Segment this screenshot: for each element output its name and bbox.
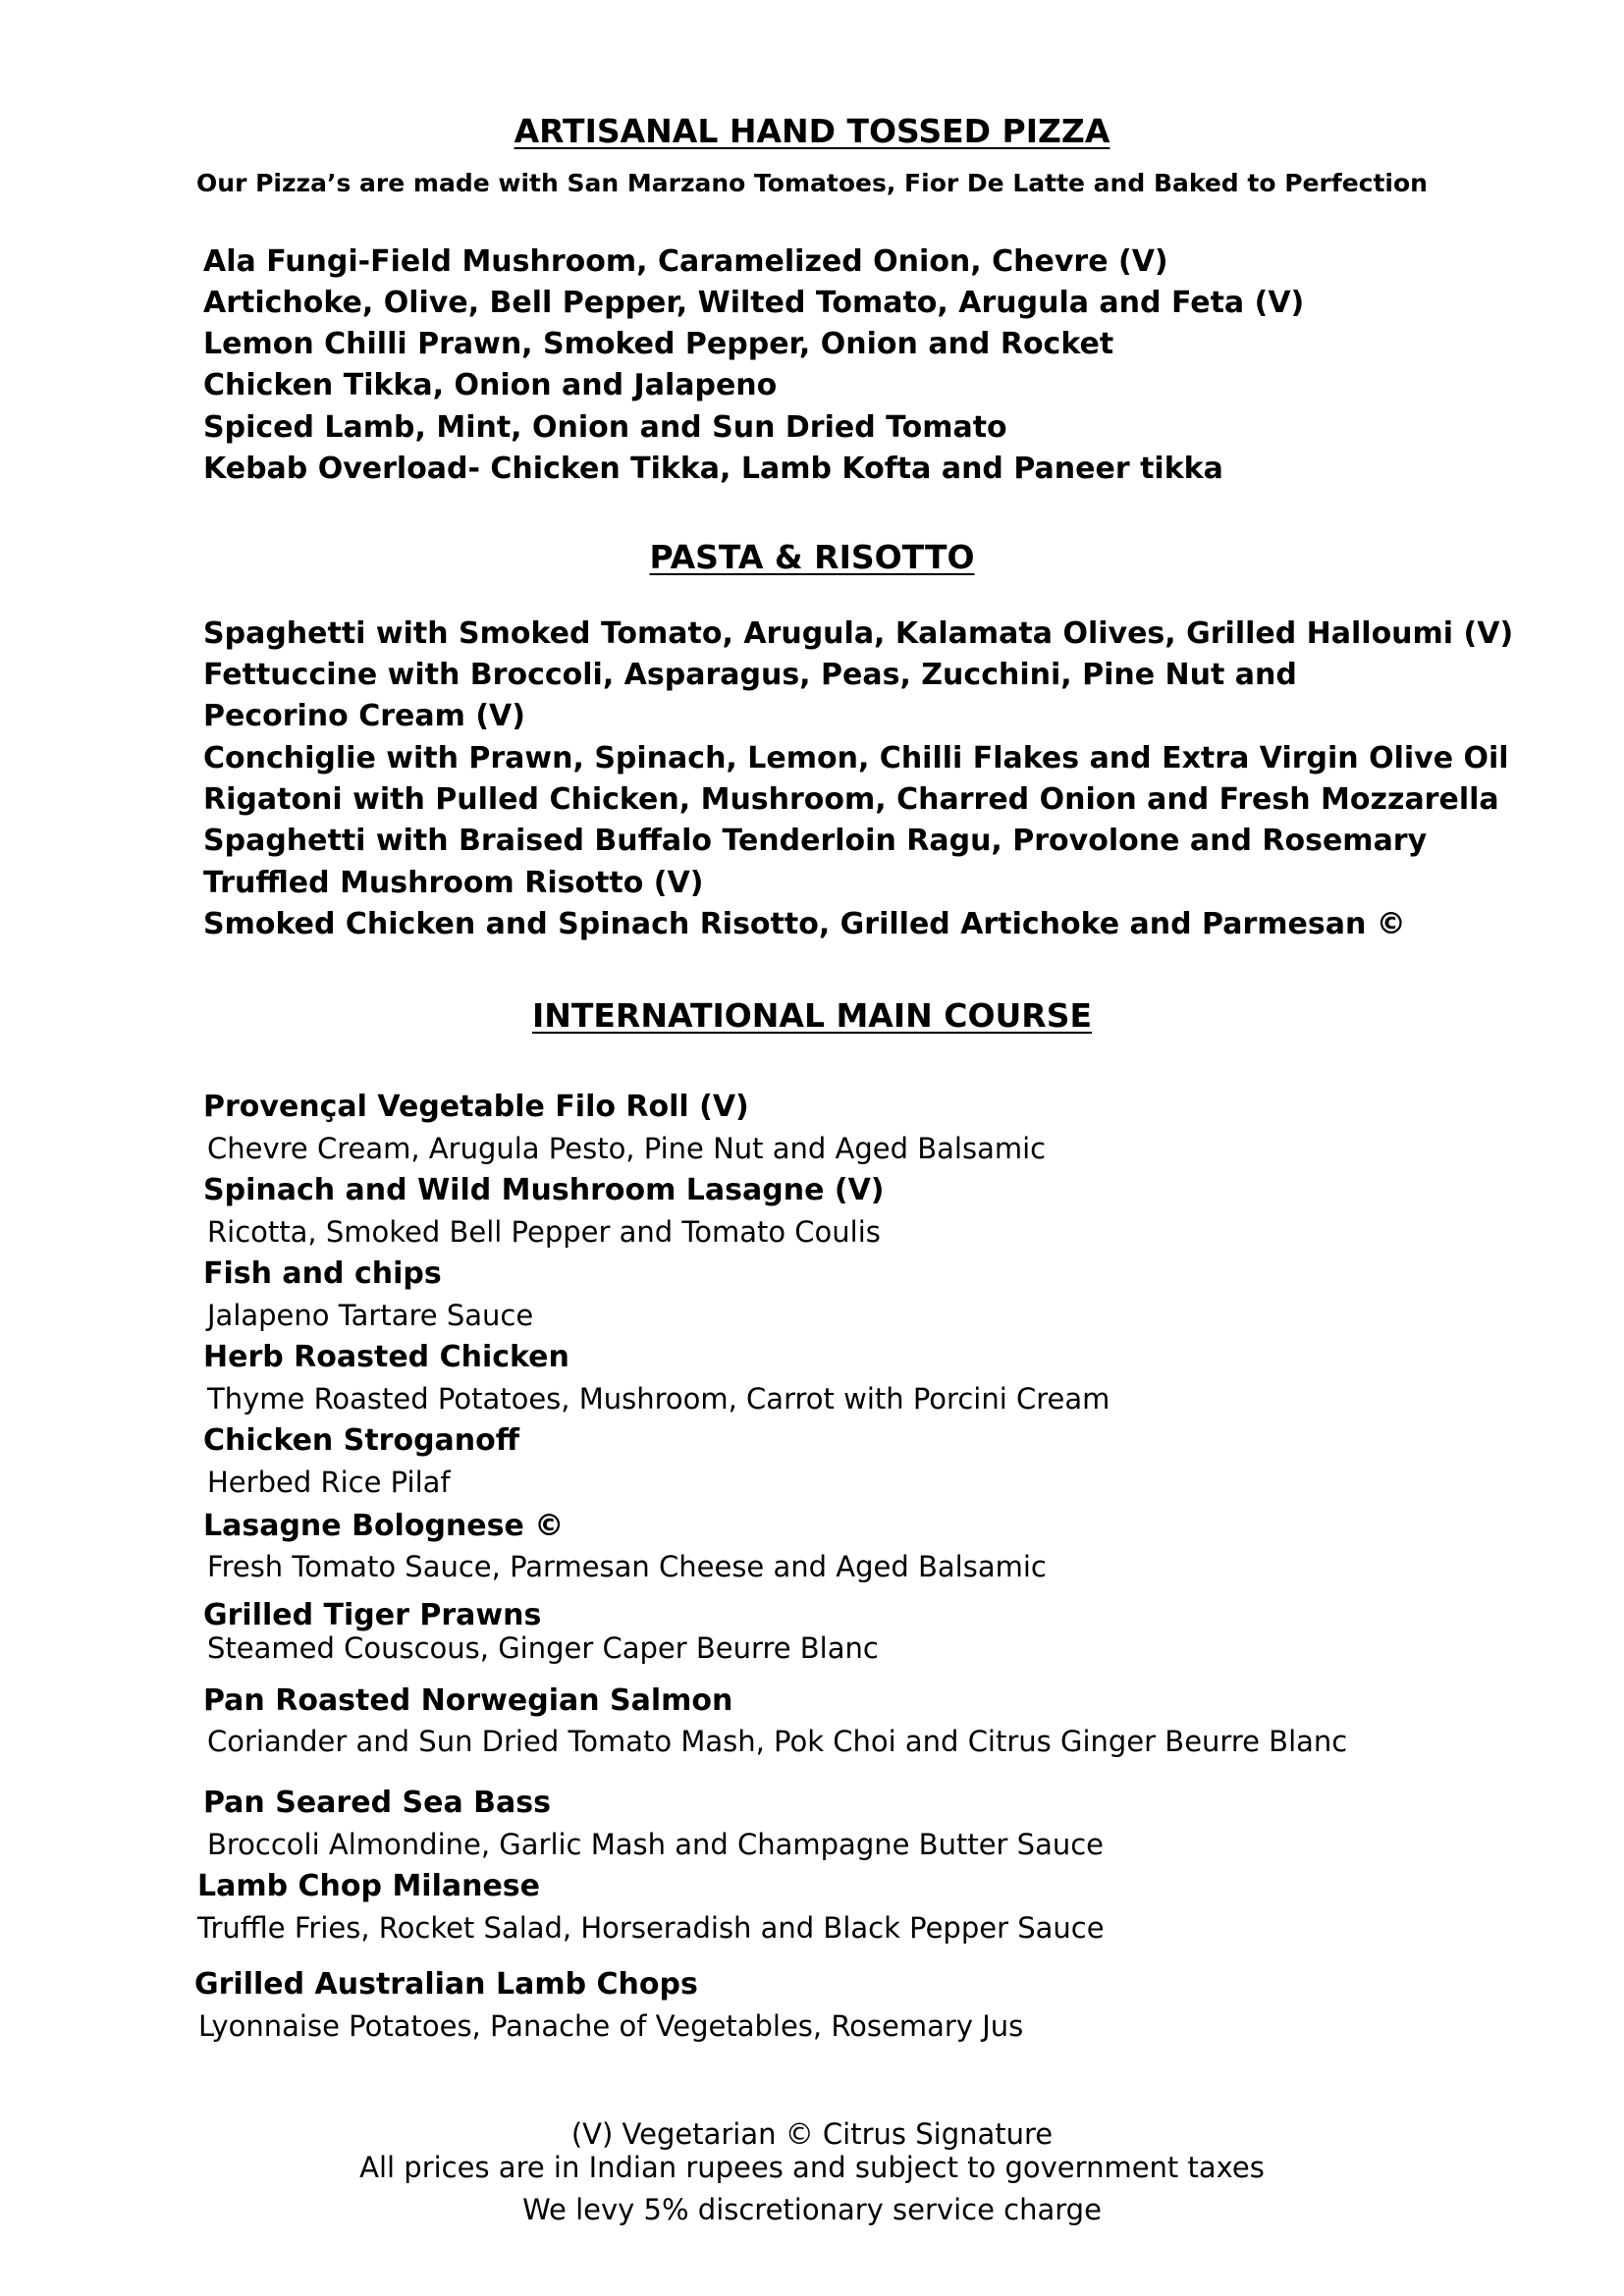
pasta-section-title: PASTA & RISOTTO (649, 538, 975, 576)
main-item-description: Ricotta, Smoked Bell Pepper and Tomato Coulis (207, 1215, 881, 1249)
legend-note: (V) Vegetarian © Citrus Signature (570, 2117, 1054, 2151)
main-item-description: Coriander and Sun Dried Tomato Mash, Pok Choi and Citrus Ginger Beurre Blanc (207, 1725, 1348, 1758)
main-item-description: Fresh Tomato Sauce, Parmesan Cheese and Aged Balsamic (207, 1550, 1047, 1583)
main-item-description: Lyonnaise Potatoes, Panache of Vegetables, Rosemary Jus (198, 2009, 1024, 2043)
main-item-description: Jalapeno Tartare Sauce (207, 1299, 534, 1332)
pasta-item: Smoked Chicken and Spinach Risotto, Grilled Artichoke and Parmesan © (203, 907, 1406, 941)
main-item-description: Steamed Couscous, Ginger Caper Beurre Blanc (207, 1631, 879, 1665)
pasta-item: Spaghetti with Smoked Tomato, Arugula, Kalamata Olives, Grilled Halloumi (V) (203, 616, 1514, 651)
pasta-item: Spaghetti with Braised Buffalo Tenderloin Ragu, Provolone and Rosemary (203, 824, 1428, 858)
main-item-name: Provençal Vegetable Filo Roll (V) (203, 1090, 749, 1124)
main-item-description: Thyme Roasted Potatoes, Mushroom, Carrot with Porcini Cream (207, 1382, 1110, 1415)
pasta-item: Rigatoni with Pulled Chicken, Mushroom, Charred Onion and Fresh Mozzarella (203, 782, 1499, 817)
main-item-name: Grilled Australian Lamb Chops (194, 1967, 698, 2002)
main-item-name: Fish and chips (203, 1256, 442, 1291)
service-charge-note: We levy 5% discretionary service charge (522, 2193, 1102, 2226)
mains-section-title: INTERNATIONAL MAIN COURSE (531, 996, 1093, 1035)
pasta-item: Pecorino Cream (V) (203, 699, 525, 733)
main-item-name: Pan Seared Sea Bass (203, 1786, 551, 1820)
main-item-name: Spinach and Wild Mushroom Lasagne (V) (203, 1173, 885, 1207)
pizza-item: Kebab Overload- Chicken Tikka, Lamb Kofta and Paneer tikka (203, 452, 1223, 486)
pizza-section-title: ARTISANAL HAND TOSSED PIZZA (514, 112, 1110, 150)
pizza-item: Lemon Chilli Prawn, Smoked Pepper, Onion and Rocket (203, 327, 1114, 361)
main-item-description: Herbed Rice Pilaf (207, 1466, 451, 1499)
pizza-item: Artichoke, Olive, Bell Pepper, Wilted Tomato, Arugula and Feta (V) (203, 286, 1305, 320)
main-item-description: Truffle Fries, Rocket Salad, Horseradish and Black Pepper Sauce (197, 1911, 1105, 1945)
main-item-name: Lamb Chop Milanese (197, 1869, 541, 1903)
pizza-item: Ala Fungi-Field Mushroom, Caramelized Onion, Chevre (V) (203, 244, 1168, 279)
pasta-item: Truffled Mushroom Risotto (V) (203, 866, 704, 900)
main-item-description: Chevre Cream, Arugula Pesto, Pine Nut and Aged Balsamic (207, 1132, 1047, 1165)
main-item-name: Pan Roasted Norwegian Salmon (203, 1683, 733, 1718)
pasta-item: Fettuccine with Broccoli, Asparagus, Peas, Zucchini, Pine Nut and (203, 658, 1297, 692)
main-item-name: Lasagne Bolognese © (203, 1509, 565, 1543)
pasta-item: Conchiglie with Prawn, Spinach, Lemon, Chilli Flakes and Extra Virgin Olive Oil (203, 741, 1509, 775)
main-item-name: Chicken Stroganoff (203, 1423, 520, 1458)
pizza-section-subtitle: Our Pizza’s are made with San Marzano Tomatoes, Fior De Latte and Baked to Perfection (196, 169, 1428, 197)
pizza-item: Chicken Tikka, Onion and Jalapeno (203, 368, 778, 402)
pizza-item: Spiced Lamb, Mint, Onion and Sun Dried Tomato (203, 410, 1007, 445)
main-item-name: Herb Roasted Chicken (203, 1340, 569, 1374)
price-note: All prices are in Indian rupees and subject to government taxes (359, 2151, 1265, 2184)
main-item-description: Broccoli Almondine, Garlic Mash and Champagne Butter Sauce (207, 1828, 1105, 1861)
main-item-name: Grilled Tiger Prawns (203, 1598, 542, 1632)
